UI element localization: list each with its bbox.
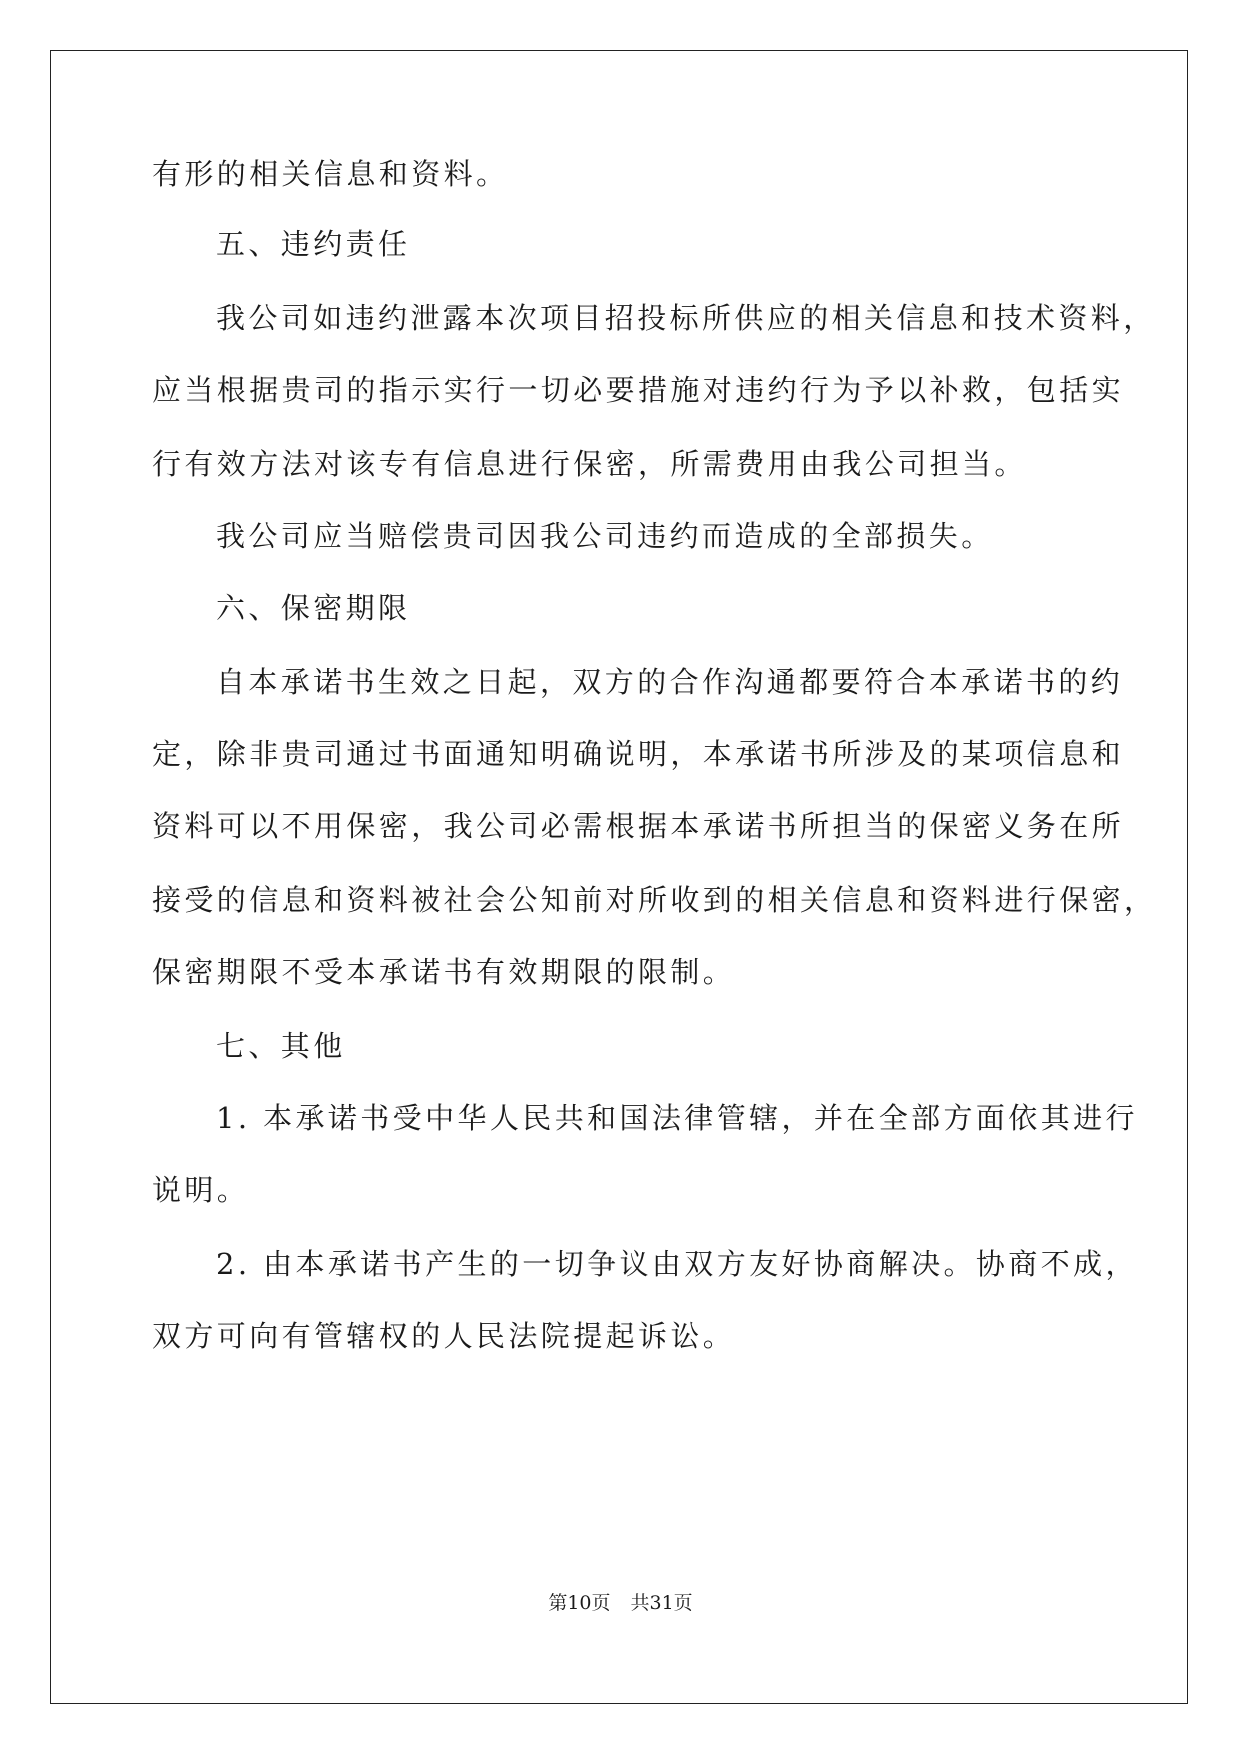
body-line: 应当根据贵司的指示实行一切必要措施对违约行为予以补救，包括实: [152, 373, 1125, 407]
body-line: 有形的相关信息和资料。: [152, 157, 509, 191]
page-footer: [0, 1590, 1241, 1616]
body-line: 1. 本承诺书受中华人民共和国法律管辖，并在全部方面依其进行: [216, 1101, 1138, 1135]
body-line: 我公司如违约泄露本次项目招投标所供应的相关信息和技术资料，: [216, 301, 1156, 335]
body-line: 说明。: [152, 1173, 250, 1207]
page-number: 第10页: [548, 1592, 611, 1614]
body-line: 定，除非贵司通过书面通知明确说明，本承诺书所涉及的某项信息和: [152, 737, 1125, 771]
body-line: 行有效方法对该专有信息进行保密，所需费用由我公司担当。: [152, 447, 1027, 481]
body-line: 2. 由本承诺书产生的一切争议由双方友好协商解决。协商不成，: [216, 1247, 1138, 1281]
body-line: 自本承诺书生效之日起，双方的合作沟通都要符合本承诺书的约: [216, 665, 1124, 699]
section-heading: 六、保密期限: [216, 591, 411, 625]
body-line: 我公司应当赔偿贵司因我公司违约而造成的全部损失。: [216, 519, 994, 553]
section-heading: 七、其他: [216, 1029, 346, 1063]
body-line: 保密期限不受本承诺书有效期限的限制。: [152, 955, 736, 989]
body-line: 双方可向有管辖权的人民法院提起诉讼。: [152, 1319, 736, 1353]
body-line: 资料可以不用保密，我公司必需根据本承诺书所担当的保密义务在所: [152, 809, 1125, 843]
section-heading: 五、违约责任: [216, 227, 411, 261]
body-line: 接受的信息和资料被社会公知前对所收到的相关信息和资料进行保密，: [152, 883, 1157, 917]
page-total: 共31页: [630, 1592, 693, 1614]
